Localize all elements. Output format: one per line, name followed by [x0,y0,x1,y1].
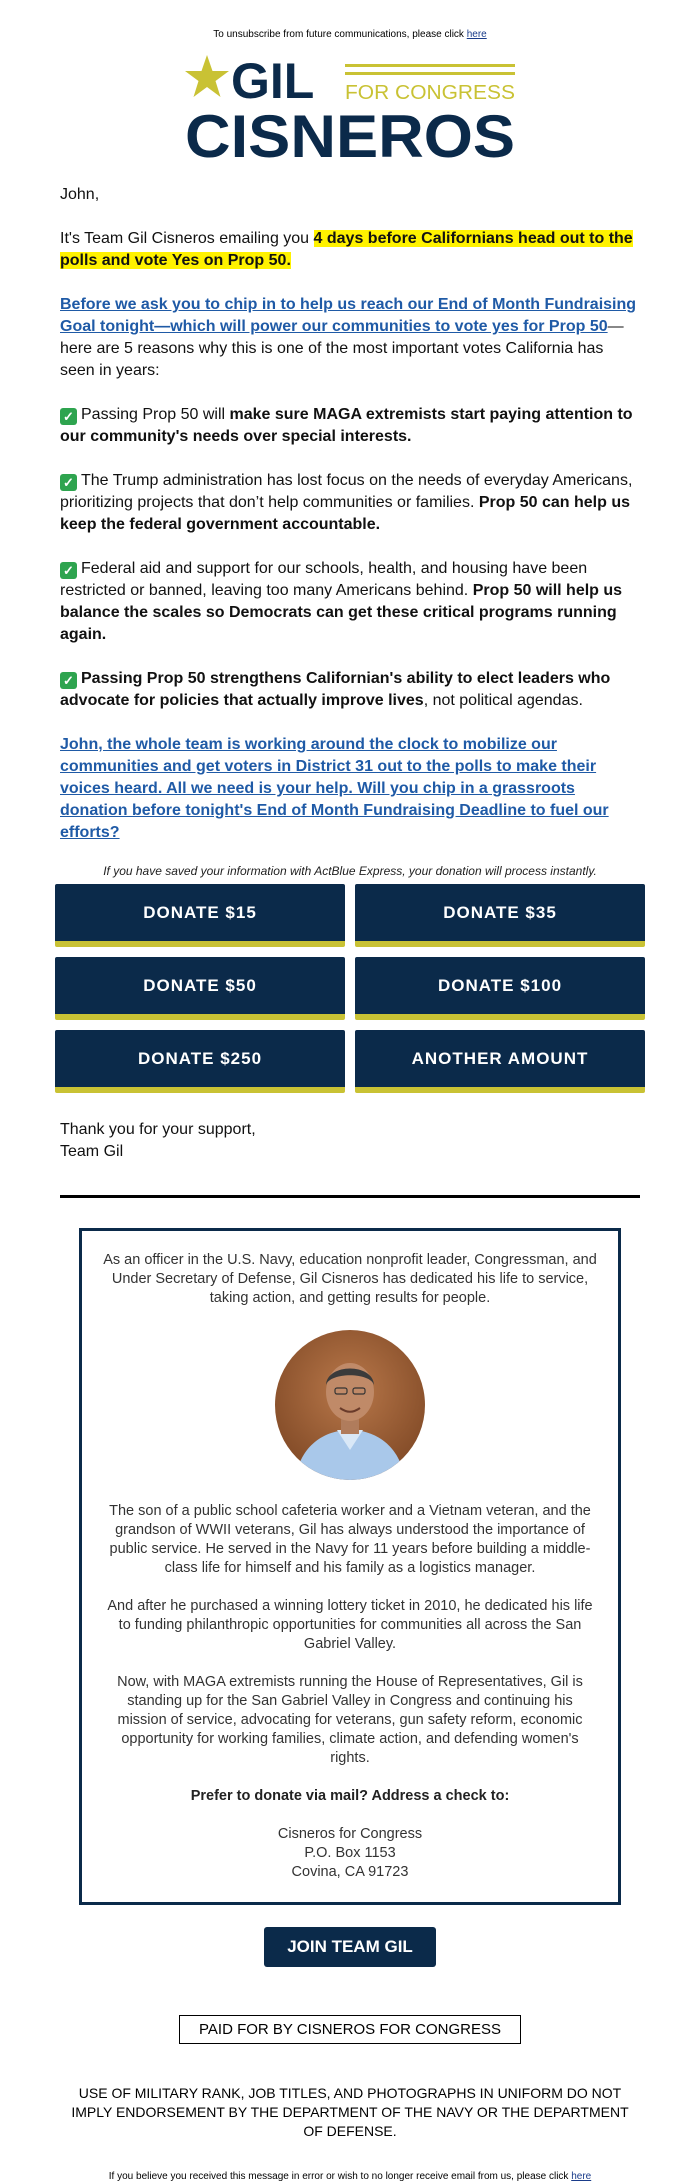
reason-bold: Passing Prop 50 strengthens Californian's ability to elect leaders who advocate for policies that actually improve lives [60,670,611,709]
reason-bold: Prop 50 can help us keep the federal government accountable. [60,494,630,533]
campaign-logo [185,55,515,163]
greeting: John, [60,186,100,203]
intro-highlight: 4 days before Californians head out to the polls and vote Yes on Prop 50. [60,230,633,269]
donate-100-button[interactable]: DONATE $100 [355,957,645,1020]
ask-donate-link[interactable]: Before we ask you to chip in to help us reach our End of Month Fundraising Goal tonight—which will power our communities to vote yes for Prop 50 [60,296,637,335]
ask-paragraph [60,294,640,382]
reason-item [60,558,640,646]
bio-box [79,1228,621,1905]
closing-donate-link[interactable]: John, the whole team is working around the clock to mobilize our communities and get voters in District 31 out to the polls to make their voices heard. All we need is your help. Will you chip in a grassroots donation before tonight's End of Month Fundraising Deadline to fuel our efforts? [60,736,609,841]
check-mark-icon: ✓ [60,474,77,491]
footer-unsubscribe-link[interactable]: here [571,2171,592,2182]
logo-tagline-text: FOR CONGRESS [345,82,515,104]
email-body [0,184,700,844]
military-disclaimer: USE OF MILITARY RANK, JOB TITLES, AND PHOTOGRAPHS IN UNIFORM DO NOT IMPLY ENDORSEMENT BY THE DEPARTMENT OF THE NAVY OR THE DEPARTMENT OF DEFENSE. [71,2085,629,2139]
intro-paragraph [60,228,640,272]
check-mark-icon: ✓ [60,672,77,689]
check-mark-icon: ✓ [60,562,77,579]
candidate-photo [275,1330,425,1480]
join-team-button[interactable]: JOIN TEAM GIL [264,1927,436,1967]
bio-paragraph: The son of a public school cafeteria worker and a Vietnam veteran, and the grandson of WWII veterans, Gil has always understood the importance of public service. He served in the Navy for 11 years before building a middle-class life for himself and his family as a logistics manager. [109,1503,591,1576]
footer-text: If you believe you received this message in error or wish to no longer receive email from us, please click [108,2171,569,2182]
mail-heading: Prefer to donate via mail? Address a check to: [190,1788,510,1804]
reason-text: The Trump administration has lost focus on the needs of everyday Americans, prioritizing projects that don’t help communities or families. [60,472,633,511]
reason-item [60,668,640,712]
address-line: Cisneros for Congress [277,1826,423,1842]
check-mark-icon: ✓ [60,408,77,425]
mail-address [102,1825,598,1882]
another-amount-button[interactable]: ANOTHER AMOUNT [355,1030,645,1093]
bio-paragraph: And after he purchased a winning lottery ticket in 2010, he dedicated his life to funding philanthropic opportunities for communities all across the San Gabriel Valley. [107,1598,593,1652]
address-line: P.O. Box 1153 [304,1845,396,1861]
bio-paragraph: Now, with MAGA extremists running the House of Representatives, Gil is standing up for the San Gabriel Valley in Congress and continuing his mission of service, advocating for veterans, gun safety reform, economic opportunity for working families, climate action, and defending women's rights. [117,1674,583,1766]
reason-item [60,470,640,536]
intro-plain: It's Team Gil Cisneros emailing you [60,230,314,247]
closing-paragraph [60,734,640,844]
unsubscribe-text: To unsubscribe from future communications, please click [213,29,464,40]
signoff [0,1119,700,1163]
donate-button-grid [55,884,645,1093]
address-line: Covina, CA 91723 [291,1864,409,1880]
unsubscribe-link[interactable]: here [466,29,487,40]
reason-text: Federal aid and support for our schools, health, and housing have been restricted or banned, leaving too many Americans behind. [60,560,588,599]
reason-text-after: , not political agendas. [423,692,583,709]
footer-line [0,2171,700,2182]
bio-intro: As an officer in the U.S. Navy, education nonprofit leader, Congressman, and Under Secretary of Defense, Gil Cisneros has dedicated his life to service, taking action, and getting results for people. [103,1252,597,1306]
logo-gil-text: GIL [231,55,315,109]
reason-item [60,404,640,448]
donate-250-button[interactable]: DONATE $250 [55,1030,345,1093]
reason-text: Passing Prop 50 will [81,406,230,423]
signature: Team Gil [60,1143,124,1160]
thanks-line: Thank you for your support, [60,1121,256,1138]
donate-50-button[interactable]: DONATE $50 [55,957,345,1020]
actblue-note: If you have saved your information with ActBlue Express, your donation will process instantly. [103,864,597,878]
section-divider [60,1195,640,1198]
unsubscribe-line [0,0,700,43]
ask-rest: —here are 5 reasons why this is one of the most important votes California has seen in years: [60,318,624,379]
donate-35-button[interactable]: DONATE $35 [355,884,645,947]
reason-bold: make sure MAGA extremists start paying attention to our community's needs over special interests. [60,406,633,445]
star-icon [185,55,229,97]
paid-for-box: PAID FOR BY CISNEROS FOR CONGRESS [179,2015,521,2044]
donate-15-button[interactable]: DONATE $15 [55,884,345,947]
logo-cisneros-text: CISNEROS [185,103,515,163]
reason-bold: Prop 50 will help us balance the scales so Democrats can get these critical programs running again. [60,582,623,643]
